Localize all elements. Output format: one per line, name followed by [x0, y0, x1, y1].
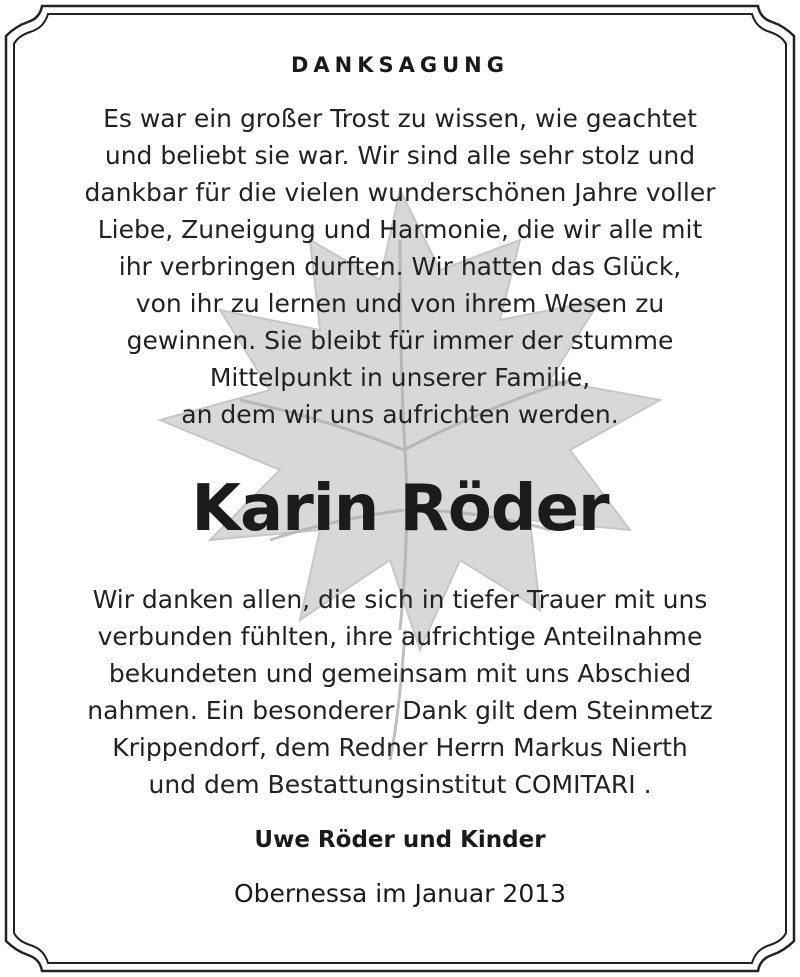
deceased-name: Karin Röder	[191, 472, 609, 546]
signature: Uwe Röder und Kinder	[254, 827, 546, 853]
obituary-notice	[40, 40, 760, 909]
thanks-paragraph: Wir danken allen, die sich in tiefer Trauer mit uns verbunden fühlten, ihre aufrichtige Anteilnahme bekundeten und gemeinsam mit uns Abschied nahmen. Ein besonderer Dank gilt dem Steinmetz Krippendorf, dem Redner Herrn Markus Nierth und dem Bestattungsinstitut COMITARI .	[87, 585, 713, 799]
notice-heading: DANKSAGUNG	[290, 53, 509, 77]
intro-paragraph: Es war ein großer Trost zu wissen, wie geachtet und beliebt sie war. Wir sind alle sehr stolz und dankbar für die vielen wunderschönen Jahre voller Liebe, Zuneigung und Harmonie, die wir alle mit ihr verbringen durften. Wir hatten das Glück, von ihr zu lernen und von ihrem Wesen zu gewinnen. Sie bleibt für immer der stumme Mittelpunkt in unserer Familie, an dem wir uns aufrichten werden.	[84, 104, 716, 429]
place-date: Obernessa im Januar 2013	[233, 879, 567, 908]
